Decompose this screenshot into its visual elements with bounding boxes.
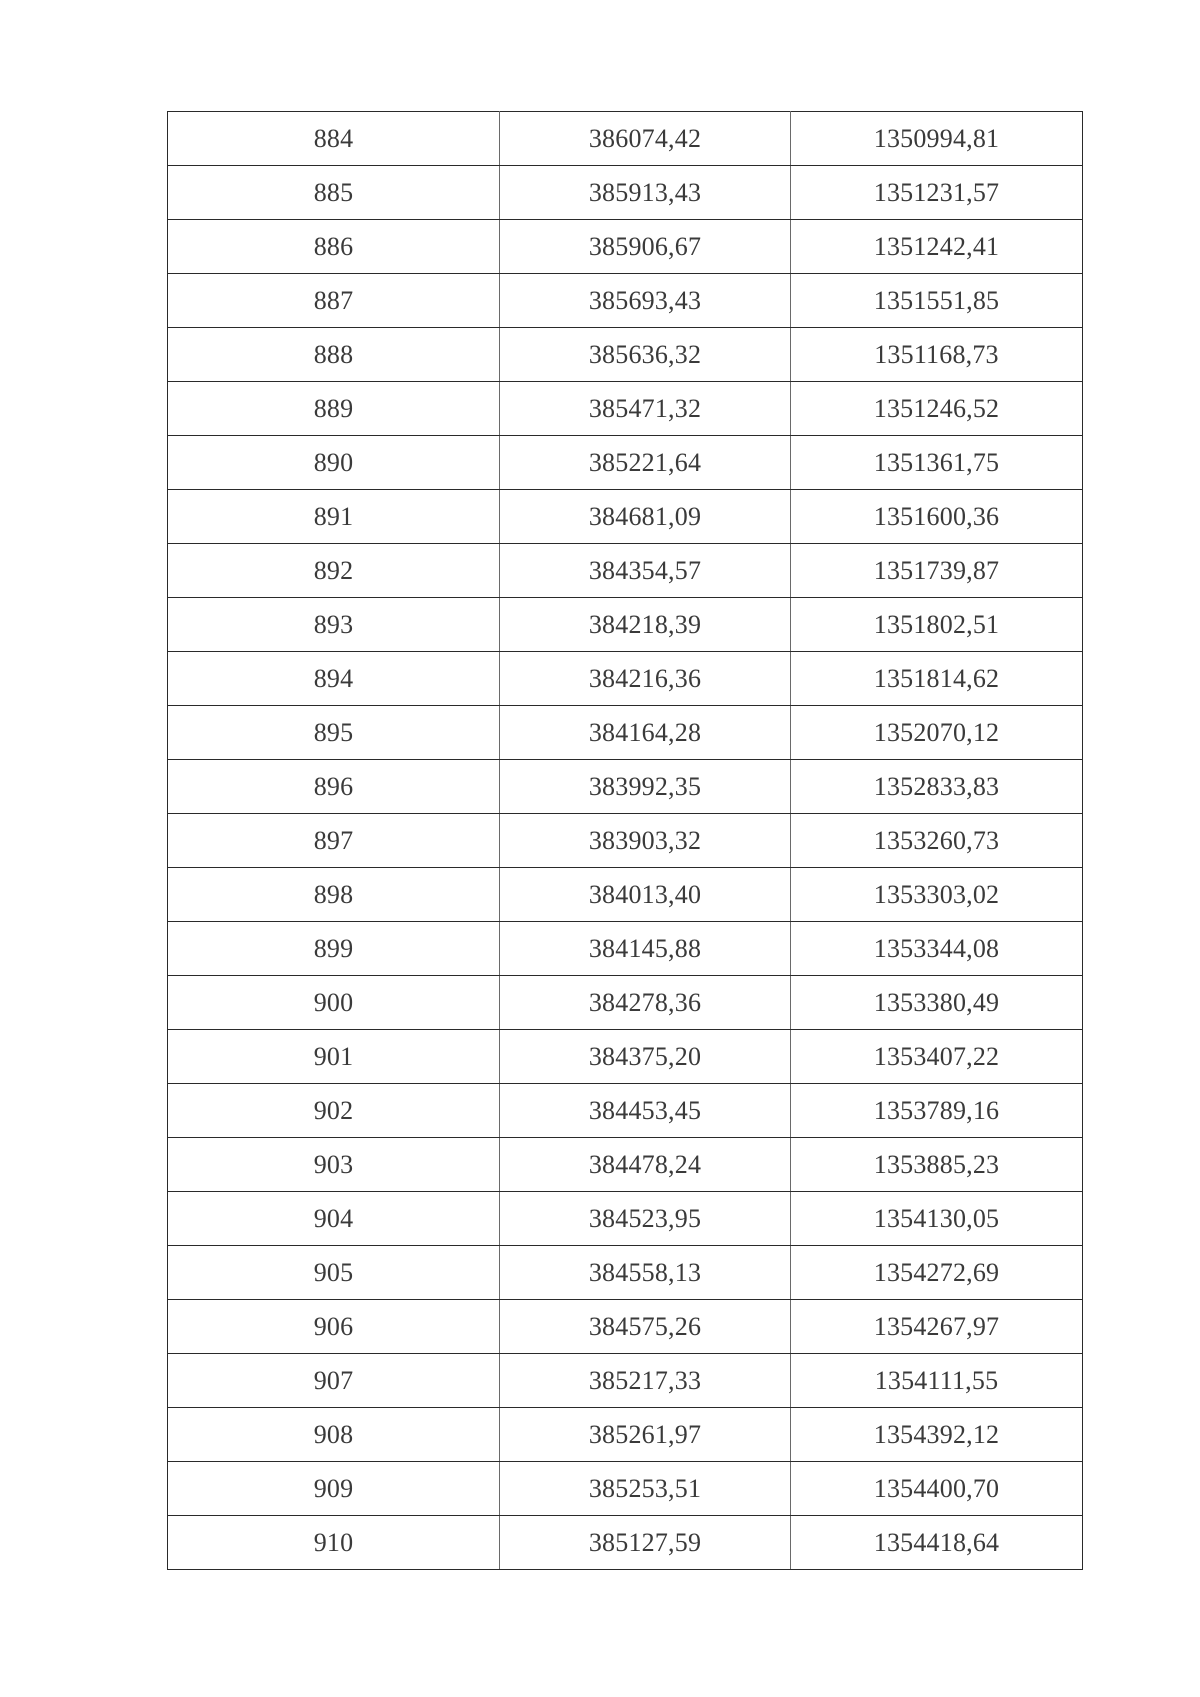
x-coordinate-cell: 384278,36	[500, 976, 791, 1030]
coordinates-table	[167, 111, 1083, 1570]
table-row	[168, 544, 1083, 598]
table-row	[168, 814, 1083, 868]
y-coordinate-cell: 1353303,02	[791, 868, 1083, 922]
point-number-cell: 896	[168, 760, 500, 814]
point-number-cell: 888	[168, 328, 500, 382]
y-coordinate-cell: 1353344,08	[791, 922, 1083, 976]
point-number-cell: 894	[168, 652, 500, 706]
point-number-cell: 895	[168, 706, 500, 760]
x-coordinate-cell: 384575,26	[500, 1300, 791, 1354]
x-coordinate-cell: 384453,45	[500, 1084, 791, 1138]
y-coordinate-cell: 1351231,57	[791, 166, 1083, 220]
point-number-cell: 899	[168, 922, 500, 976]
y-coordinate-cell: 1354130,05	[791, 1192, 1083, 1246]
y-coordinate-cell: 1352833,83	[791, 760, 1083, 814]
y-coordinate-cell: 1354400,70	[791, 1462, 1083, 1516]
table-row	[168, 166, 1083, 220]
point-number-cell: 893	[168, 598, 500, 652]
table-row	[168, 490, 1083, 544]
point-number-cell: 898	[168, 868, 500, 922]
table-row	[168, 1516, 1083, 1570]
x-coordinate-cell: 385636,32	[500, 328, 791, 382]
point-number-cell: 907	[168, 1354, 500, 1408]
coordinates-table-body	[168, 112, 1083, 1570]
table-row	[168, 1354, 1083, 1408]
y-coordinate-cell: 1354267,97	[791, 1300, 1083, 1354]
table-row	[168, 1192, 1083, 1246]
point-number-cell: 886	[168, 220, 500, 274]
point-number-cell: 892	[168, 544, 500, 598]
y-coordinate-cell: 1354418,64	[791, 1516, 1083, 1570]
x-coordinate-cell: 384478,24	[500, 1138, 791, 1192]
table-row	[168, 1462, 1083, 1516]
y-coordinate-cell: 1353885,23	[791, 1138, 1083, 1192]
y-coordinate-cell: 1352070,12	[791, 706, 1083, 760]
x-coordinate-cell: 385471,32	[500, 382, 791, 436]
point-number-cell: 884	[168, 112, 500, 166]
x-coordinate-cell: 384681,09	[500, 490, 791, 544]
x-coordinate-cell: 384375,20	[500, 1030, 791, 1084]
y-coordinate-cell: 1350994,81	[791, 112, 1083, 166]
y-coordinate-cell: 1351802,51	[791, 598, 1083, 652]
point-number-cell: 885	[168, 166, 500, 220]
point-number-cell: 902	[168, 1084, 500, 1138]
x-coordinate-cell: 384218,39	[500, 598, 791, 652]
x-coordinate-cell: 386074,42	[500, 112, 791, 166]
y-coordinate-cell: 1351600,36	[791, 490, 1083, 544]
x-coordinate-cell: 385253,51	[500, 1462, 791, 1516]
point-number-cell: 887	[168, 274, 500, 328]
table-row	[168, 760, 1083, 814]
table-row	[168, 328, 1083, 382]
point-number-cell: 900	[168, 976, 500, 1030]
x-coordinate-cell: 384013,40	[500, 868, 791, 922]
table-row	[168, 922, 1083, 976]
x-coordinate-cell: 384164,28	[500, 706, 791, 760]
table-row	[168, 976, 1083, 1030]
point-number-cell: 903	[168, 1138, 500, 1192]
point-number-cell: 909	[168, 1462, 500, 1516]
table-row	[168, 436, 1083, 490]
table-row	[168, 652, 1083, 706]
y-coordinate-cell: 1351242,41	[791, 220, 1083, 274]
table-row	[168, 1030, 1083, 1084]
point-number-cell: 906	[168, 1300, 500, 1354]
point-number-cell: 891	[168, 490, 500, 544]
point-number-cell: 904	[168, 1192, 500, 1246]
table-row	[168, 1084, 1083, 1138]
y-coordinate-cell: 1351739,87	[791, 544, 1083, 598]
table-row	[168, 1138, 1083, 1192]
y-coordinate-cell: 1351814,62	[791, 652, 1083, 706]
table-row	[168, 274, 1083, 328]
point-number-cell: 905	[168, 1246, 500, 1300]
table-row	[168, 112, 1083, 166]
x-coordinate-cell: 384354,57	[500, 544, 791, 598]
x-coordinate-cell: 383903,32	[500, 814, 791, 868]
x-coordinate-cell: 385217,33	[500, 1354, 791, 1408]
y-coordinate-cell: 1351361,75	[791, 436, 1083, 490]
x-coordinate-cell: 384145,88	[500, 922, 791, 976]
y-coordinate-cell: 1354392,12	[791, 1408, 1083, 1462]
x-coordinate-cell: 385221,64	[500, 436, 791, 490]
table-row	[168, 1246, 1083, 1300]
table-row	[168, 868, 1083, 922]
point-number-cell: 901	[168, 1030, 500, 1084]
table-row	[168, 382, 1083, 436]
y-coordinate-cell: 1351168,73	[791, 328, 1083, 382]
point-number-cell: 897	[168, 814, 500, 868]
point-number-cell: 908	[168, 1408, 500, 1462]
y-coordinate-cell: 1354272,69	[791, 1246, 1083, 1300]
y-coordinate-cell: 1353380,49	[791, 976, 1083, 1030]
x-coordinate-cell: 385261,97	[500, 1408, 791, 1462]
table-row	[168, 1408, 1083, 1462]
x-coordinate-cell: 385127,59	[500, 1516, 791, 1570]
x-coordinate-cell: 384216,36	[500, 652, 791, 706]
point-number-cell: 889	[168, 382, 500, 436]
x-coordinate-cell: 385913,43	[500, 166, 791, 220]
y-coordinate-cell: 1351551,85	[791, 274, 1083, 328]
y-coordinate-cell: 1353407,22	[791, 1030, 1083, 1084]
table-row	[168, 706, 1083, 760]
point-number-cell: 890	[168, 436, 500, 490]
x-coordinate-cell: 385906,67	[500, 220, 791, 274]
table-row	[168, 598, 1083, 652]
x-coordinate-cell: 385693,43	[500, 274, 791, 328]
y-coordinate-cell: 1351246,52	[791, 382, 1083, 436]
x-coordinate-cell: 383992,35	[500, 760, 791, 814]
table-row	[168, 1300, 1083, 1354]
y-coordinate-cell: 1353789,16	[791, 1084, 1083, 1138]
table-row	[168, 220, 1083, 274]
y-coordinate-cell: 1354111,55	[791, 1354, 1083, 1408]
x-coordinate-cell: 384523,95	[500, 1192, 791, 1246]
x-coordinate-cell: 384558,13	[500, 1246, 791, 1300]
y-coordinate-cell: 1353260,73	[791, 814, 1083, 868]
point-number-cell: 910	[168, 1516, 500, 1570]
